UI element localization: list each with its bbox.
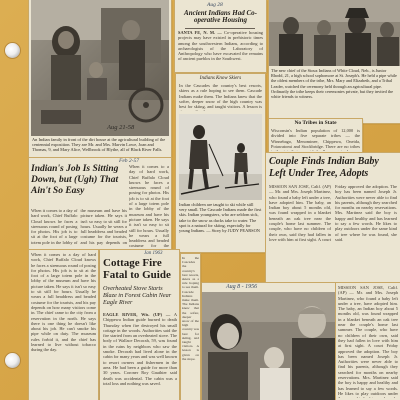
body-couple-baby: MISSION SAN JOSE, Calif. (AP) — Mr. and Mrs. Joseph Martinez, who found a baby left under a tree, have adopted him. The baby, an Indian boy about 5 months old, was found wrapped in a blanket beneath an oak tree near the couple's home last summer. The couple, who have no children of their own, said they had fallen in love with him at first sight. A court Friday approved the adoption. The boy has been named Joseph Jr. Authorities were never able to find his parents, although they searched for months on nearby reservations. Mrs. Martinez said the boy is happy and healthy and has learned to say a few words. He likes to play outdoors under the same kind of tree where he was found, she said. — [269, 184, 397, 242]
photo-indian-family-image — [31, 0, 169, 136]
date-note-baby-photo: Aug 8 - 1956 — [226, 284, 258, 290]
headline-couple-baby: Couple Finds Indian Baby Left Under Tree, Adopts — [269, 156, 379, 179]
photo-indian-family — [31, 0, 169, 136]
clipping-skiers — [176, 74, 265, 252]
photo-skiers-image — [179, 114, 262, 200]
caption-skiers: Indian children are taught to ski while still very small. The Cascade Indians made the first skis. Indian youngsters, who are seldom sick, take to the snow as ducks take to water. The spot is a natural for skiing, especially for young Indians. — Story by JUDY PEARSON — [179, 202, 262, 234]
clipping-skiers-continued — [181, 254, 200, 400]
date-note-wagon: Aug 21-58 — [107, 124, 135, 131]
clipping-wagon-photo — [29, 0, 171, 157]
headline-housing: Ancient Indians Had Co-operative Housing — [184, 9, 257, 25]
photo-tribe — [269, 0, 400, 66]
clipping-couple-baby — [266, 153, 400, 283]
body-housing: SANTA FE, N. M. — Co-operative housing projects may have existed in prehistoric times among the southwestern Indians, according to archaeologists of the Laboratory of Anthropology who have excavated the remains of ancient pueblos in the Southwest. — [178, 30, 263, 62]
clipping-indian-job-continued — [29, 250, 98, 400]
date-note-cottage-fire: Jan 1963 — [144, 251, 163, 256]
clipping-no-tribes — [269, 119, 362, 152]
body-indian-job: When it comes to a day of hard work, Chief Buffalo Cloud knows he faces a strenuous round of posing for photos. His job is to sit at the foot of a large totem pole in the lobby of the museum and have his picture taken. He says it isn't so easy to sit still for hours. Usually he wears a full headdress and beaded costume for the tourists, and his pay depends on — [31, 208, 127, 245]
clipping-indian-job — [29, 158, 171, 250]
date-note-housing: Aug 28 — [207, 2, 223, 8]
body-no-tribes: Wisconsin's Indian population of 12,000 is divided into five separate tribes — the Winnebago, Menominee, Chippewa, Oneida, Potawatomi and Stockbridge. There are no tribes — [271, 128, 360, 149]
clipping-couple-baby-continued — [336, 283, 400, 400]
punch-hole-bottom — [5, 353, 20, 368]
body-couple-baby-continued: MISSION SAN JOSE, Calif. (AP) — Mr. and Mrs. Joseph Martinez, who found a baby left under a tree, have adopted him. The baby, an Indian boy about 5 months old, was found wrapped in a blanket beneath an oak tree near the couple's home last summer. The couple, who have no children of their own, said they had fallen in love with him at first sight. A court Friday approved the adoption. The boy has been named Joseph Jr. Authorities were never able to find his parents, although they searched for months on nearby reservations. Mrs. Martinez said the boy is happy and healthy and has learned to say a few words. He likes to play outdoors under — [338, 285, 398, 396]
headline-no-tribes: No Tribes in State — [294, 120, 337, 126]
headline-cottage-fire: Cottage Fire Fatal to Guide — [103, 257, 171, 281]
caption-wagon-photo: An Indian family in front of the dirt house at the agricultural building of the centennial exposition. They are Mr. and Mrs. Marvin Lowe, Joan and Thomas, 9, and Mary Alice, Wellbrook of Blythe, all of Black River Falls. — [32, 137, 166, 153]
clipping-baby-photo — [202, 283, 336, 400]
photo-skiers — [179, 114, 262, 200]
clipping-housing — [175, 0, 266, 72]
clipping-tribe-photo — [269, 0, 400, 123]
body-skiers: In the Cascades the country's best resorts, skiers as a rule hoping to see them. Cascade Indians make them. The Indians knew that the softer, deeper snow of the high country was best for skiing, and taught visitors. A lesson is — [179, 83, 262, 110]
body-cottage-fire: EAGLE RIVER, Wis. (UP) — A Chippewa Indian guide burned to death Thursday when fire destroyed his small cottage in the woods. Authorities said the fire started from an overheated stove. The body of Wallace Decorah, 59, was found in the ruins by neighbors who saw the smoke. Decorah had lived alone in the cabin for many years and was well known to resort owners and fishermen in the area. He had been a guide for more than 30 years. Coroner Roy Gauthier said death was accidental. The cabin was a total loss and nothing was saved. — [103, 312, 177, 386]
body-indian-job-side: When it comes to a day of hard work, Chief Buffalo Cloud knows he faces a strenuous round of posing for photos. His job is to sit at the foot of a large totem pole in the lobby of the museum and have his picture taken. He says it isn't so easy to sit still for hours. Usually he wears a full headdress and beaded costume for the — [129, 164, 169, 249]
body-indian-job-continued: When it comes to a day of hard work, Chief Buffalo Cloud knows he faces a strenuous round of posing for photos. His job is to sit at the foot of a large totem pole in the lobby of the museum and have his picture taken. He says it isn't so easy to sit still for hours. Usually he wears a full headdress and beaded costume for the tourists, and his pay depends on how many visitors come in. The chief came to the city from a reservation in the north. He says there is one thing he doesn't like about his job. He can't smoke his pipe while on duty. The museum rules forbid it, and the chief has learned to live without tobacco during the day. — [31, 252, 96, 353]
body-skiers-continued: In the Cascades the country's best resorts, skiers as a rule hoping to see them. Cascade Indians make them. The Indians knew that the softer, deeper snow of the high country was best for skiing, and taught visitors. A lesson is given on the slope. — [182, 256, 199, 361]
photo-couple-baby — [202, 292, 336, 400]
headline-indian-job: Indian's Job Is Sitting Down, but (Ugh) That Ain't So Easy — [31, 164, 119, 196]
caption-tribe-photo: The new chief of the Sioux Indians of White Cloud, Neb., is Junior Rhodd, 21, a high school sophomore at St. Joseph's. He held a pipe while the oldest members of the tribe, Mrs. Mary and Elizabeth, and a Tribal Leader, watched the ceremony held through an agricultural pipe. Ordinarily the tribe keeps their ceremonies private, but they invited the white friends to witness. — [271, 68, 397, 100]
subhead-cottage-fire: Overheated Stove Starts Blaze in Forest Cabin Near Eagle River — [103, 285, 172, 306]
date-note-indian-job: Feb 2-57 — [119, 158, 140, 164]
punch-hole-top — [5, 43, 20, 58]
headline-skiers: Indians Know Skiers — [199, 76, 242, 81]
photo-tribe-image — [269, 0, 400, 66]
clipping-cottage-fire — [100, 250, 179, 400]
photo-couple-baby-image — [202, 292, 336, 400]
